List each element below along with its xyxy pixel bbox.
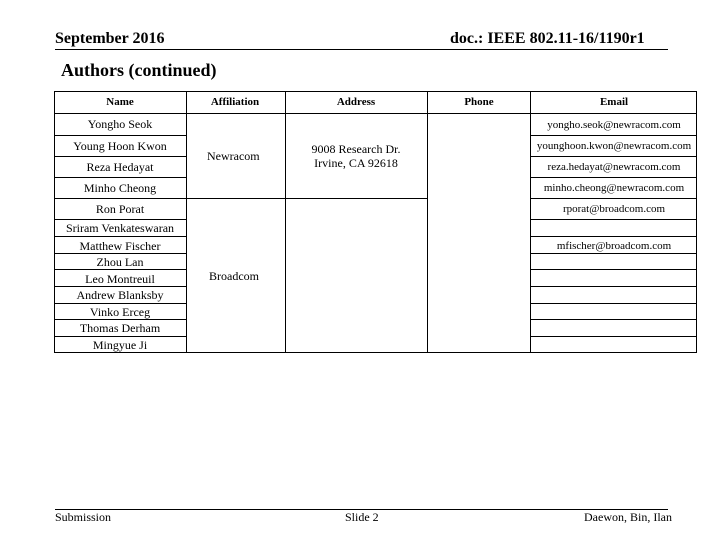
header-rule (55, 49, 668, 50)
header-date: September 2016 (55, 30, 165, 47)
address-line-1: 9008 Research Dr. (311, 142, 401, 156)
affiliation-newracom: Newracom (207, 149, 260, 163)
footer-authors: Daewon, Bin, Ilan (584, 510, 672, 524)
col-header-phone: Phone (464, 96, 494, 108)
author-name: Andrew Blanksby (76, 288, 164, 302)
author-name: Young Hoon Kwon (73, 139, 167, 153)
author-name: Matthew Fischer (79, 239, 161, 253)
email-link[interactable]: mfischer@broadcom.com (556, 240, 672, 252)
author-name: Ron Porat (95, 202, 145, 216)
address-line-2: Irvine, CA 92618 (314, 156, 398, 170)
authors-table (54, 91, 697, 353)
footer-slide-number: Slide 2 (345, 510, 379, 524)
affiliation-broadcom: Broadcom (209, 269, 259, 283)
author-name: Leo Montreuil (85, 272, 155, 286)
slide-title: Authors (continued) (61, 60, 217, 80)
email-link[interactable]: yongho.seok@newracom.com (547, 119, 681, 131)
email-link[interactable]: reza.hedayat@newracom.com (547, 161, 681, 173)
author-name: Yongho Seok (87, 117, 153, 131)
email-link[interactable]: minho.cheong@newracom.com (543, 182, 685, 194)
col-header-address: Address (336, 96, 376, 108)
author-name: Minho Cheong (83, 181, 157, 195)
author-name: Reza Hedayat (86, 160, 154, 174)
author-name: Thomas Derham (79, 321, 161, 335)
footer-submission: Submission (55, 510, 112, 524)
author-name: Zhou Lan (96, 255, 144, 269)
author-name: Sriram Venkateswaran (65, 221, 175, 235)
author-name: Mingyue Ji (92, 338, 148, 352)
col-header-name: Name (106, 96, 134, 108)
email-link[interactable]: younghoon.kwon@newracom.com (536, 140, 692, 152)
header-doc-id: doc.: IEEE 802.11-16/1190r1 (450, 30, 645, 47)
author-name: Vinko Erceg (89, 305, 151, 319)
col-header-email: Email (599, 96, 629, 108)
col-header-affiliation: Affiliation (210, 96, 260, 108)
email-link[interactable]: rporat@broadcom.com (562, 203, 666, 215)
